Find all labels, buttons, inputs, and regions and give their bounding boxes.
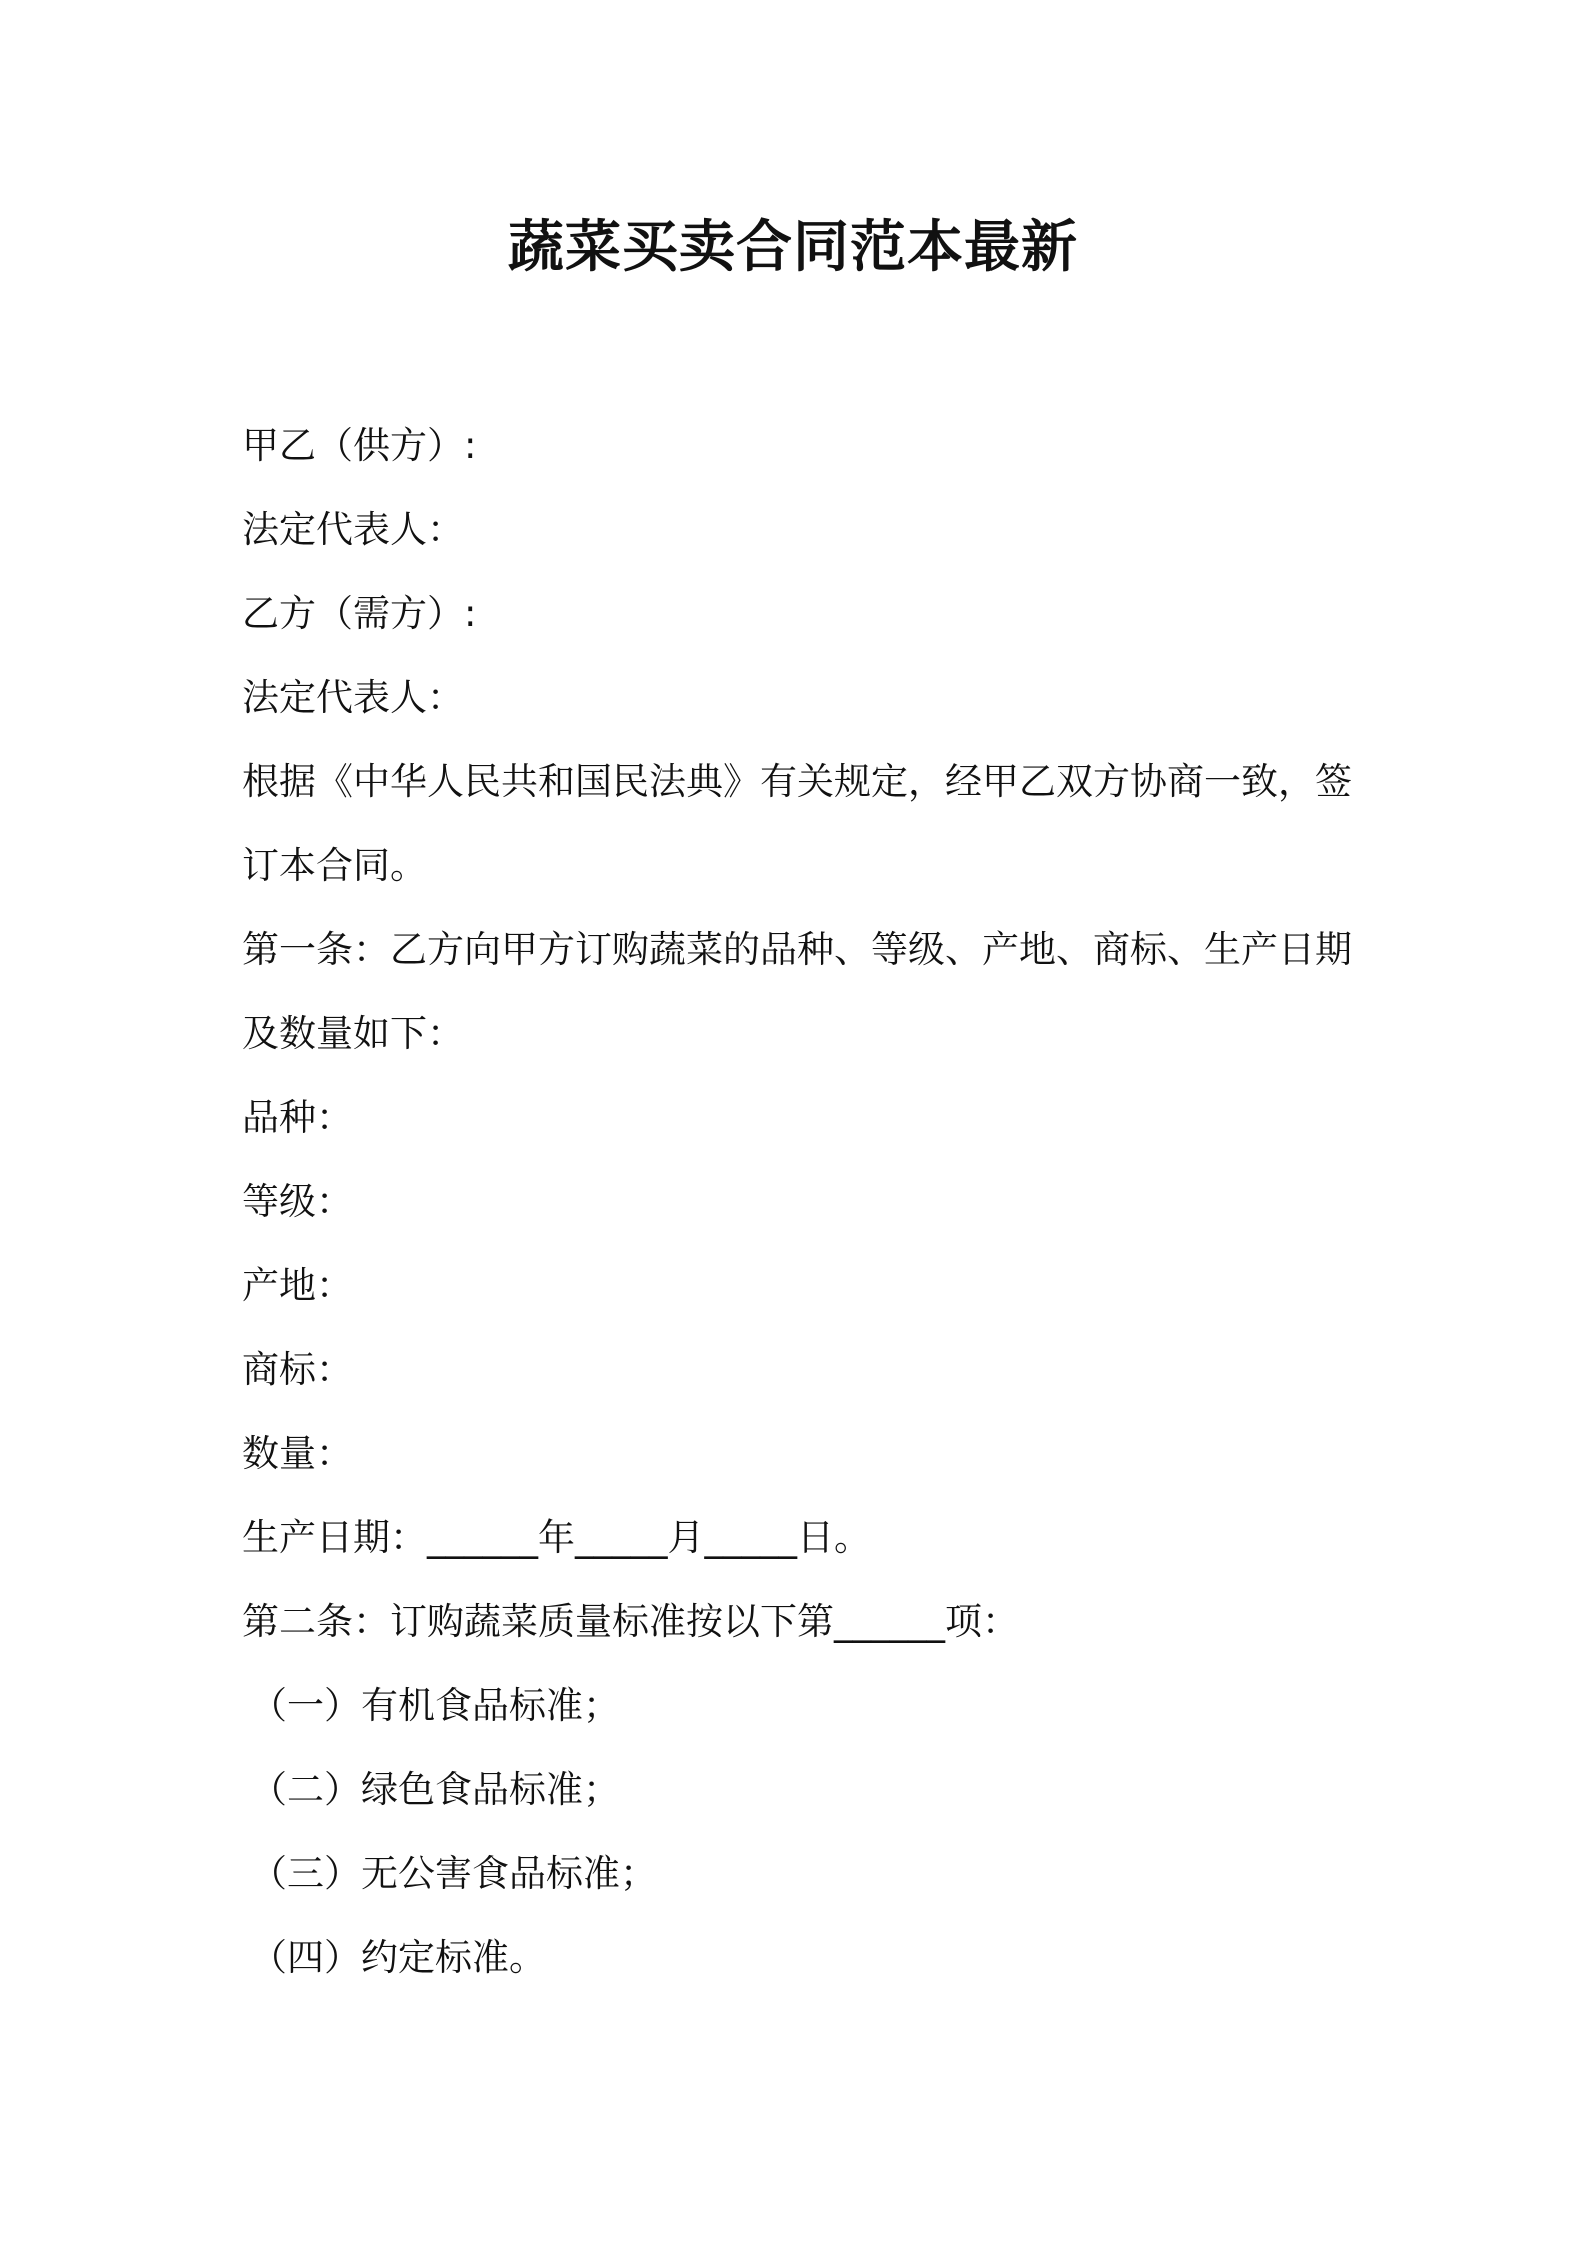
standard-item-4: （四）约定标准。 [250, 1936, 546, 1979]
standard-item-1: （一）有机食品标准； [250, 1684, 620, 1727]
origin-line: 产地： [242, 1264, 353, 1307]
article-2-line: 第二条：订购蔬菜质量标准按以下第______项： [242, 1600, 1019, 1643]
production-date-line: 生产日期：______年_____月_____日。 [242, 1516, 871, 1559]
preamble-line-1: 根据《中华人民共和国民法典》有关规定，经甲乙双方协商一致，签 [242, 760, 1352, 803]
standard-item-2: （二）绿色食品标准； [250, 1768, 620, 1811]
article-1-line-2: 及数量如下： [242, 1012, 464, 1055]
document-title: 蔬菜买卖合同范本最新 [508, 215, 1078, 280]
article-1-line-1: 第一条：乙方向甲方订购蔬菜的品种、等级、产地、商标、生产日期 [242, 928, 1352, 971]
party-b-line: 乙方（需方）: [242, 592, 477, 635]
party-b-representative-line: 法定代表人： [242, 676, 464, 719]
quantity-line: 数量： [242, 1432, 353, 1475]
grade-line: 等级： [242, 1180, 353, 1223]
standard-item-3: （三）无公害食品标准； [250, 1852, 657, 1895]
variety-line: 品种： [242, 1096, 353, 1139]
party-a-representative-line: 法定代表人： [242, 508, 464, 551]
document-body [242, 404, 1362, 2000]
preamble-line-2: 订本合同。 [242, 844, 427, 887]
party-a-line: 甲乙（供方）: [242, 424, 477, 467]
trademark-line: 商标： [242, 1348, 353, 1391]
